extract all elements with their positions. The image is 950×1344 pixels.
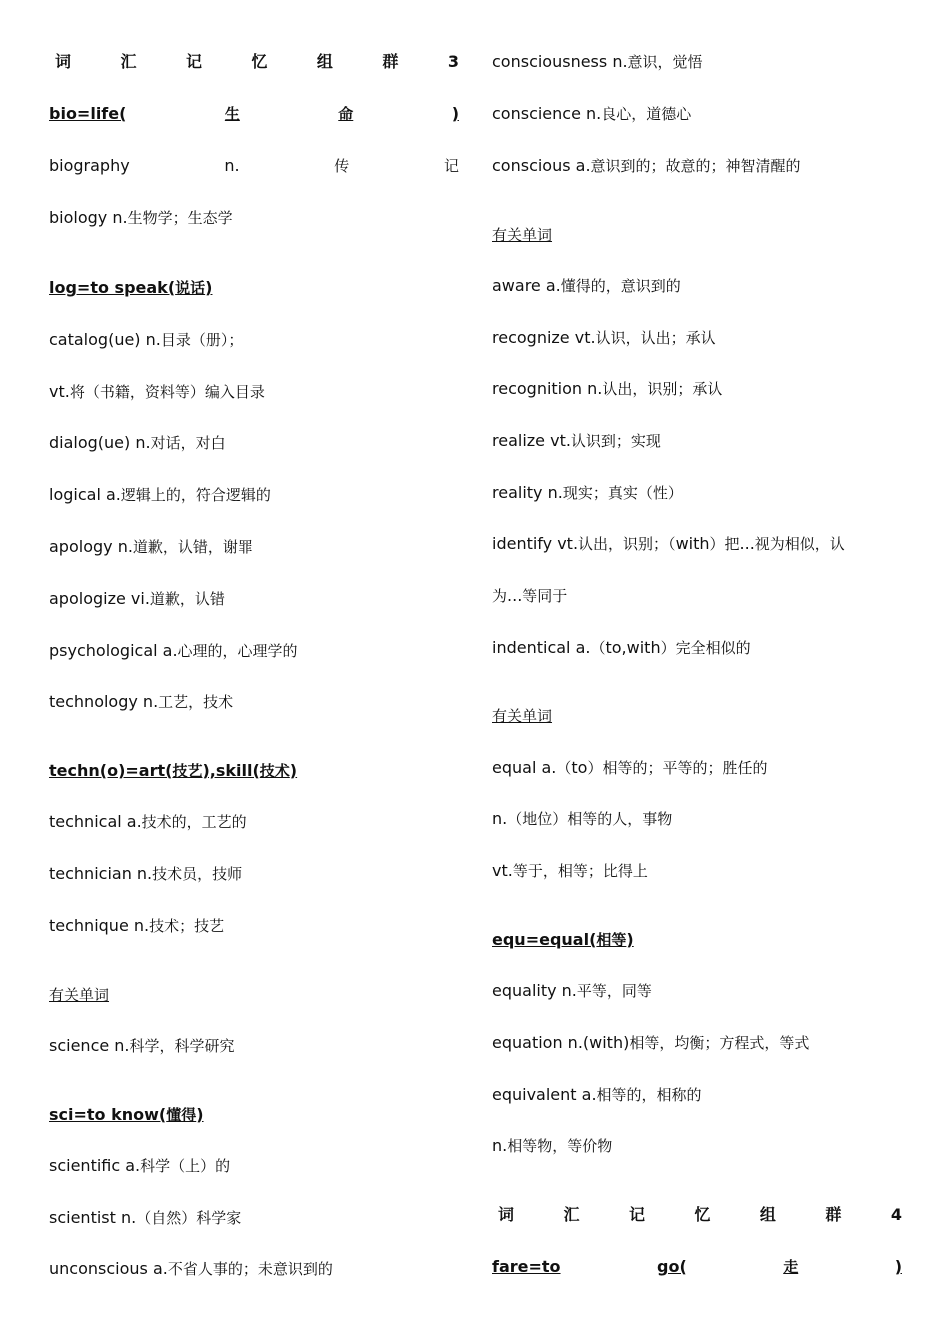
entry-identify-continued: 为...等同于 bbox=[492, 586, 568, 605]
sci-heading: sci=to know(懂得) bbox=[49, 1105, 204, 1124]
entry-scientist: scientist n.（自然）科学家 bbox=[49, 1208, 242, 1227]
log-heading: log=to speak(说话) bbox=[49, 278, 213, 297]
entry-technical: technical a.技术的，工艺的 bbox=[49, 812, 247, 831]
entry-recognize: recognize vt.认识，认出；承认 bbox=[492, 328, 716, 347]
entry-realize: realize vt.认识到；实现 bbox=[492, 431, 661, 450]
entry-unconscious: unconscious a.不省人事的；未意识到的 bbox=[49, 1259, 333, 1278]
entry-technology: technology n.工艺，技术 bbox=[49, 692, 234, 711]
entry-conscience: conscience n.良心，道德心 bbox=[492, 104, 692, 123]
entry-psychological: psychological a.心理的，心理学的 bbox=[49, 641, 298, 660]
entry-equivalent-n: n.相等物，等价物 bbox=[492, 1136, 613, 1155]
group-title-4: 词 汇 记 忆 组 群 4 bbox=[498, 1205, 902, 1224]
entry-technician: technician n.技术员，技师 bbox=[49, 864, 243, 883]
entry-recognition: recognition n.认出，识别；承认 bbox=[492, 379, 723, 398]
related-words-heading: 有关单词 bbox=[492, 707, 553, 725]
fare-heading: fare=to go( 走 ) bbox=[492, 1257, 902, 1276]
entry-apologize: apologize vi.道歉，认错 bbox=[49, 589, 225, 608]
entry-identify: identify vt.认出，识别；（with）把...视为相似，认 bbox=[492, 534, 845, 553]
entry-conscious: conscious a.意识到的；故意的；神智清醒的 bbox=[492, 156, 801, 175]
entry-equivalent: equivalent a.相等的，相称的 bbox=[492, 1085, 702, 1104]
entry-equal: equal a.（to）相等的；平等的；胜任的 bbox=[492, 758, 768, 777]
entry-equal-n: n.（地位）相等的人，事物 bbox=[492, 809, 673, 828]
entry-catalog-vt: vt.将（书籍，资料等）编入目录 bbox=[49, 382, 265, 401]
related-words-heading: 有关单词 bbox=[492, 226, 553, 244]
entry-consciousness: consciousness n.意识，觉悟 bbox=[492, 52, 703, 71]
entry-equality: equality n.平等，同等 bbox=[492, 981, 652, 1000]
entry-indentical: indentical a.（to,with）完全相似的 bbox=[492, 638, 751, 657]
entry-equation: equation n.(with)相等，均衡；方程式，等式 bbox=[492, 1033, 810, 1052]
entry-scientific: scientific a.科学（上）的 bbox=[49, 1156, 231, 1175]
related-words-heading: 有关单词 bbox=[49, 986, 110, 1004]
entry-catalog: catalog(ue) n.目录（册）； bbox=[49, 330, 244, 349]
entry-technique: technique n.技术；技艺 bbox=[49, 916, 225, 935]
entry-aware: aware a.懂得的，意识到的 bbox=[492, 276, 681, 295]
entry-dialog: dialog(ue) n.对话，对白 bbox=[49, 433, 226, 452]
entry-equal-vt: vt.等于，相等；比得上 bbox=[492, 861, 648, 880]
equ-heading: equ=equal(相等) bbox=[492, 930, 634, 949]
entry-logical: logical a.逻辑上的，符合逻辑的 bbox=[49, 485, 271, 504]
entry-reality: reality n.现实；真实（性） bbox=[492, 483, 683, 502]
entry-science: science n.科学，科学研究 bbox=[49, 1036, 235, 1055]
entry-apology: apology n.道歉，认错，谢罪 bbox=[49, 537, 253, 556]
bio-heading: bio=life( 生 命 ) bbox=[49, 104, 459, 123]
techn-heading: techn(o)=art(技艺),skill(技术) bbox=[49, 761, 298, 780]
entry-biography: biography n. 传 记 bbox=[49, 156, 459, 175]
entry-biology: biology n.生物学；生态学 bbox=[49, 208, 233, 227]
group-title-3: 词 汇 记 忆 组 群 3 bbox=[55, 52, 459, 71]
